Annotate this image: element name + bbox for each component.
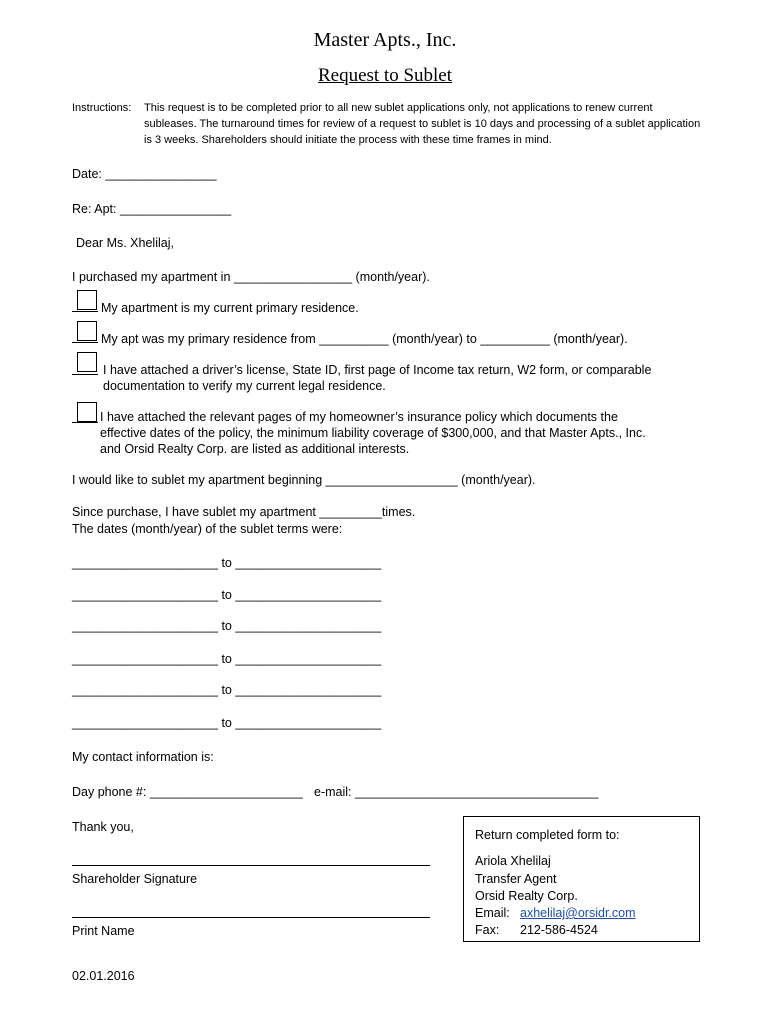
insurance-policy-label-line2: effective dates of the policy, the minimum liability coverage of $300,000, and that Master Apts., Inc. (100, 426, 646, 440)
sublet-term-row[interactable]: _____________________ to _____________________ (72, 716, 382, 730)
agent-company: Orsid Realty Corp. (475, 889, 578, 903)
instructions-label: Instructions: (72, 102, 132, 114)
sublet-term-row[interactable]: _____________________ to _____________________ (72, 652, 382, 666)
company-name: Master Apts., Inc. (313, 29, 457, 51)
email-label: Email: (475, 906, 510, 920)
thank-you-text: Thank you, (72, 820, 134, 834)
residence-documents-label-line1: I have attached a driver’s license, State ID, first page of Income tax return, W2 form, or comparable (103, 363, 652, 377)
residence-documents-label-line2: documentation to verify my current legal residence. (103, 379, 386, 393)
day-phone-field[interactable]: Day phone #: ______________________ (72, 785, 303, 799)
sublet-term-row[interactable]: _____________________ to _____________________ (72, 683, 382, 697)
date-field[interactable]: Date: ________________ (72, 167, 217, 181)
former-residence-checkbox[interactable] (77, 321, 97, 341)
checkbox-underline (72, 342, 98, 343)
residence-documents-checkbox[interactable] (77, 352, 97, 372)
insurance-policy-checkbox[interactable] (77, 402, 97, 422)
sublet-term-row[interactable]: _____________________ to _____________________ (72, 588, 382, 602)
greeting: Dear Ms. Xhelilaj, (76, 236, 174, 250)
signature-label: Shareholder Signature (72, 872, 198, 886)
primary-residence-checkbox[interactable] (77, 290, 97, 310)
primary-residence-label: My apartment is my current primary residence. (101, 301, 359, 315)
email-field[interactable]: e-mail: ___________________________________ (314, 785, 599, 799)
purchase-date-field[interactable]: I purchased my apartment in _________________ (month/year). (72, 270, 430, 284)
print-name-label: Print Name (72, 924, 135, 938)
checkbox-underline (72, 311, 98, 312)
checkbox-underline (72, 374, 98, 375)
agent-role: Transfer Agent (475, 872, 557, 886)
sublet-dates-label: The dates (month/year) of the sublet terms were: (72, 522, 343, 536)
sublet-count-field[interactable]: Since purchase, I have sublet my apartment _________times. (72, 505, 416, 519)
insurance-policy-label-line1: I have attached the relevant pages of my homeowner’s insurance policy which documents the (100, 410, 618, 424)
fax-number: 212-586-4524 (520, 923, 598, 937)
former-residence-label: My apt was my primary residence from __________ (month/year) to __________ (month/year). (101, 332, 628, 346)
print-name-line[interactable] (72, 917, 430, 918)
apartment-field[interactable]: Re: Apt: ________________ (72, 202, 232, 216)
instructions-text: This request is to be completed prior to all new sublet applications only, not applications to renew current subleases. The turnaround times for review of a request to sublet is 10 days and processing of a sublet application is 3 weeks. Shareholders should initiate the process with these time frames in mind. (144, 102, 701, 146)
insurance-policy-label-line3: and Orsid Realty Corp. are listed as additional interests. (100, 442, 410, 456)
sublet-term-row[interactable]: _____________________ to _____________________ (72, 556, 382, 570)
fax-label: Fax: (475, 923, 500, 937)
agent-name: Ariola Xhelilaj (475, 854, 551, 868)
sublet-start-field[interactable]: I would like to sublet my apartment beginning ___________________ (month/year). (72, 473, 536, 487)
return-heading: Return completed form to: (475, 828, 620, 842)
signature-line[interactable] (72, 865, 430, 866)
form-title: Request to Sublet (317, 65, 453, 86)
email-link[interactable]: axhelilaj@orsidr.com (520, 906, 636, 920)
form-date-code: 02.01.2016 (72, 969, 135, 983)
sublet-term-row[interactable]: _____________________ to _____________________ (72, 619, 382, 633)
contact-label: My contact information is: (72, 750, 214, 764)
checkbox-underline (72, 422, 98, 423)
